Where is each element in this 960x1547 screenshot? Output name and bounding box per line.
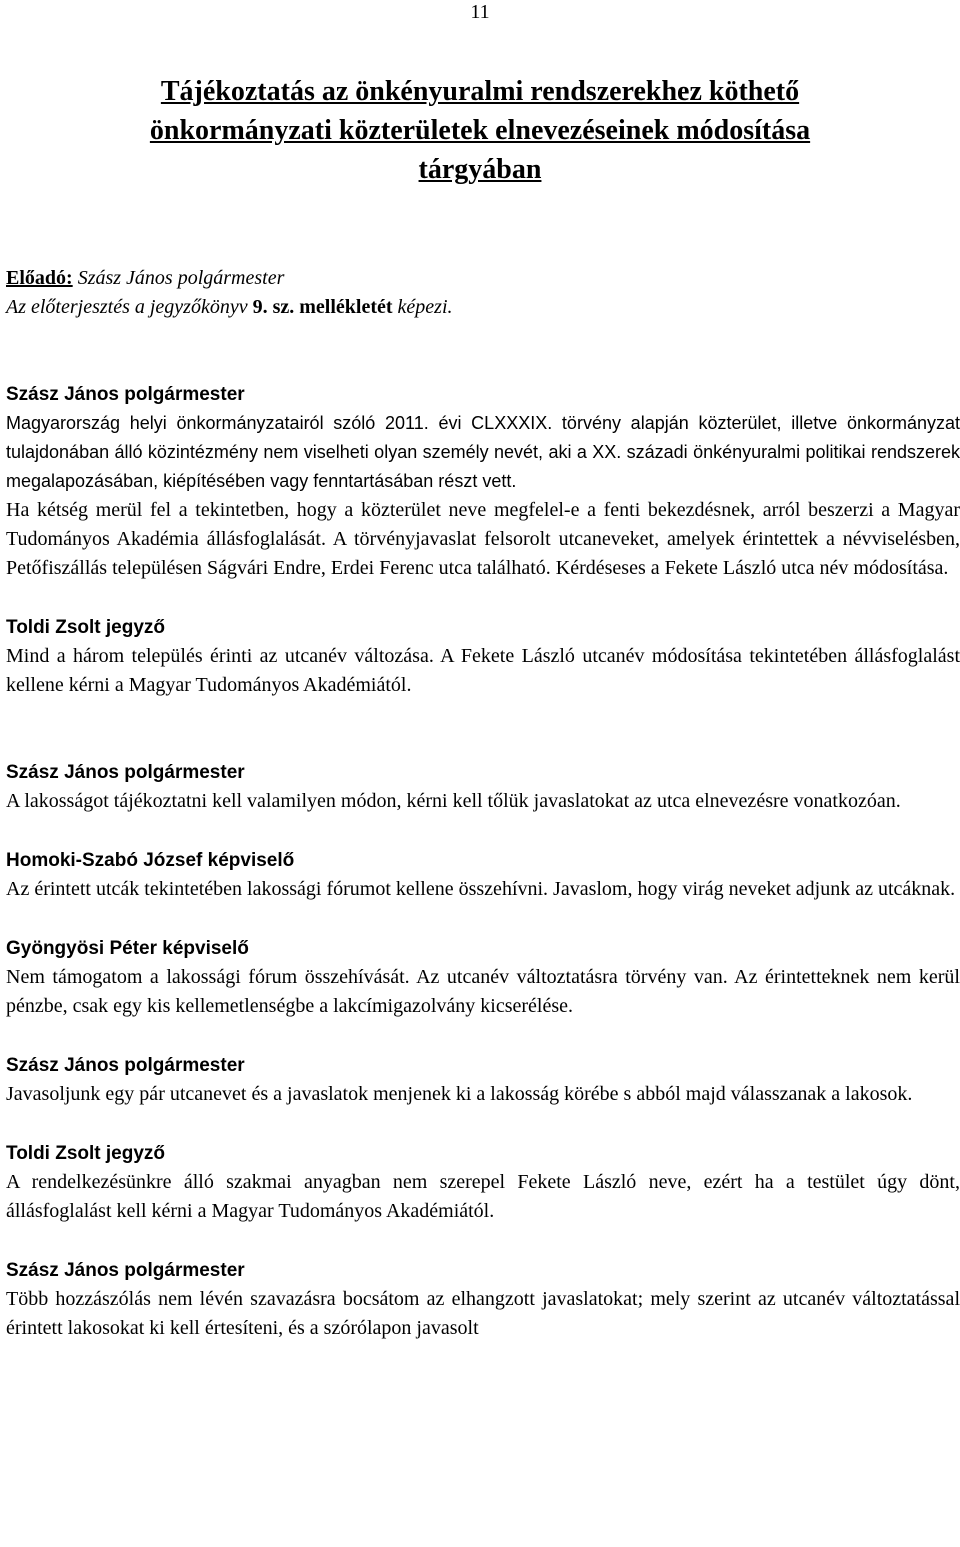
minutes-content xyxy=(6,380,960,1343)
speech-block xyxy=(6,1139,960,1226)
speaker-name: Szász János polgármester xyxy=(6,1260,245,1281)
speech-text: Javasoljunk egy pár utcanevet és a javaslatok menjenek ki a lakosság körébe s abból majd válasszanak a lakosok. xyxy=(6,1083,913,1105)
speaker-name: Homoki-Szabó József képviselő xyxy=(6,850,295,871)
speaker-name: Gyöngyösi Péter képviselő xyxy=(6,938,249,959)
presenter-line xyxy=(6,264,956,293)
speaker-name: Szász János polgármester xyxy=(6,384,245,405)
page-number: 11 xyxy=(470,1,490,23)
presenter-info xyxy=(6,264,956,322)
speech-text: Nem támogatom a lakossági fórum összehívását. Az utcanév változtatásra törvény van. Az érintetteknek nem kerül pénzbe, csak egy kis kellemetlenségbe a lakcímigazolvány kicserélése. xyxy=(6,966,960,1017)
title-line-2: önkormányzati közterületek elnevezéseinek módosítása xyxy=(149,115,811,146)
speech-block xyxy=(6,758,960,816)
speech-text: A lakosságot tájékoztatni kell valamilyen módon, kérni kell tőlük javaslatokat az utca elnevezésre vonatkozóan. xyxy=(6,790,901,812)
speech-block xyxy=(6,846,960,904)
speaker-name: Toldi Zsolt jegyző xyxy=(6,617,166,638)
attachment-word: mellékletét xyxy=(299,296,393,318)
speech-block xyxy=(6,380,960,583)
speaker-name: Toldi Zsolt jegyző xyxy=(6,1143,166,1164)
attachment-text-a: Az előterjesztés a jegyzőkönyv xyxy=(6,296,253,318)
speech-block xyxy=(6,1256,960,1343)
presenter-label: Előadó: xyxy=(6,267,73,289)
speech-block xyxy=(6,613,960,700)
speech-text: Az érintett utcák tekintetében lakossági fórumot kellene összehívni. Javaslom, hogy virág neveket adjunk az utcáknak. xyxy=(6,878,956,900)
title-line-1: Tájékoztatás az önkényuralmi rendszerekhez köthető xyxy=(160,76,800,107)
attachment-number: 9. sz. xyxy=(252,296,295,318)
speech-block xyxy=(6,1051,960,1109)
title-line-3: tárgyában xyxy=(418,154,542,185)
speech-text: Ha kétség merül fel a tekintetben, hogy a közterület neve megfelel-e a fenti bekezdésnek, arról beszerzi a Magyar Tudományos Akadémia állásfoglalását. A törvényjavaslat felsorolt utcaneveket, amelyek érintettek a névviselésben, Petőfiszállás településen Ságvári Endre, Erdei Ferenc utca található. Kérdéseses a Fekete László utca név módosítása. xyxy=(6,499,960,579)
presenter-name: Szász János polgármester xyxy=(72,267,285,289)
speech-block xyxy=(6,934,960,1021)
speech-text: Több hozzászólás nem lévén szavazásra bocsátom az elhangzott javaslatokat; mely szerint az utcanév változtatással érintett lakosokat ki kell értesíteni, és a szórólapon javasolt xyxy=(6,1288,960,1339)
attachment-line xyxy=(6,293,956,322)
speech-text: A rendelkezésünkre álló szakmai anyagban nem szerepel Fekete László neve, ezért ha a testület úgy dönt, állásfoglalást kell kérni a Magyar Tudományos Akadémiától. xyxy=(6,1171,960,1222)
speech-text: Mind a három település érinti az utcanév változása. A Fekete László utcanév módosítása tekintetében állásfoglalást kellene kérni a Magyar Tudományos Akadémiától. xyxy=(6,645,960,696)
speaker-name: Szász János polgármester xyxy=(6,762,245,783)
document-title xyxy=(0,72,960,189)
attachment-text-e: képezi. xyxy=(392,296,453,318)
speaker-name: Szász János polgármester xyxy=(6,1055,245,1076)
speech-text: Magyarország helyi önkormányzatairól szóló 2011. évi CLXXXIX. törvény alapján közterület, illetve önkormányzat tulajdonában álló közintézmény nem viselheti olyan személy nevét, aki a XX. századi önkényuralmi politikai rendszerek megalapozásában, kiépítésében vagy fenntartásában részt vett. xyxy=(6,413,960,491)
